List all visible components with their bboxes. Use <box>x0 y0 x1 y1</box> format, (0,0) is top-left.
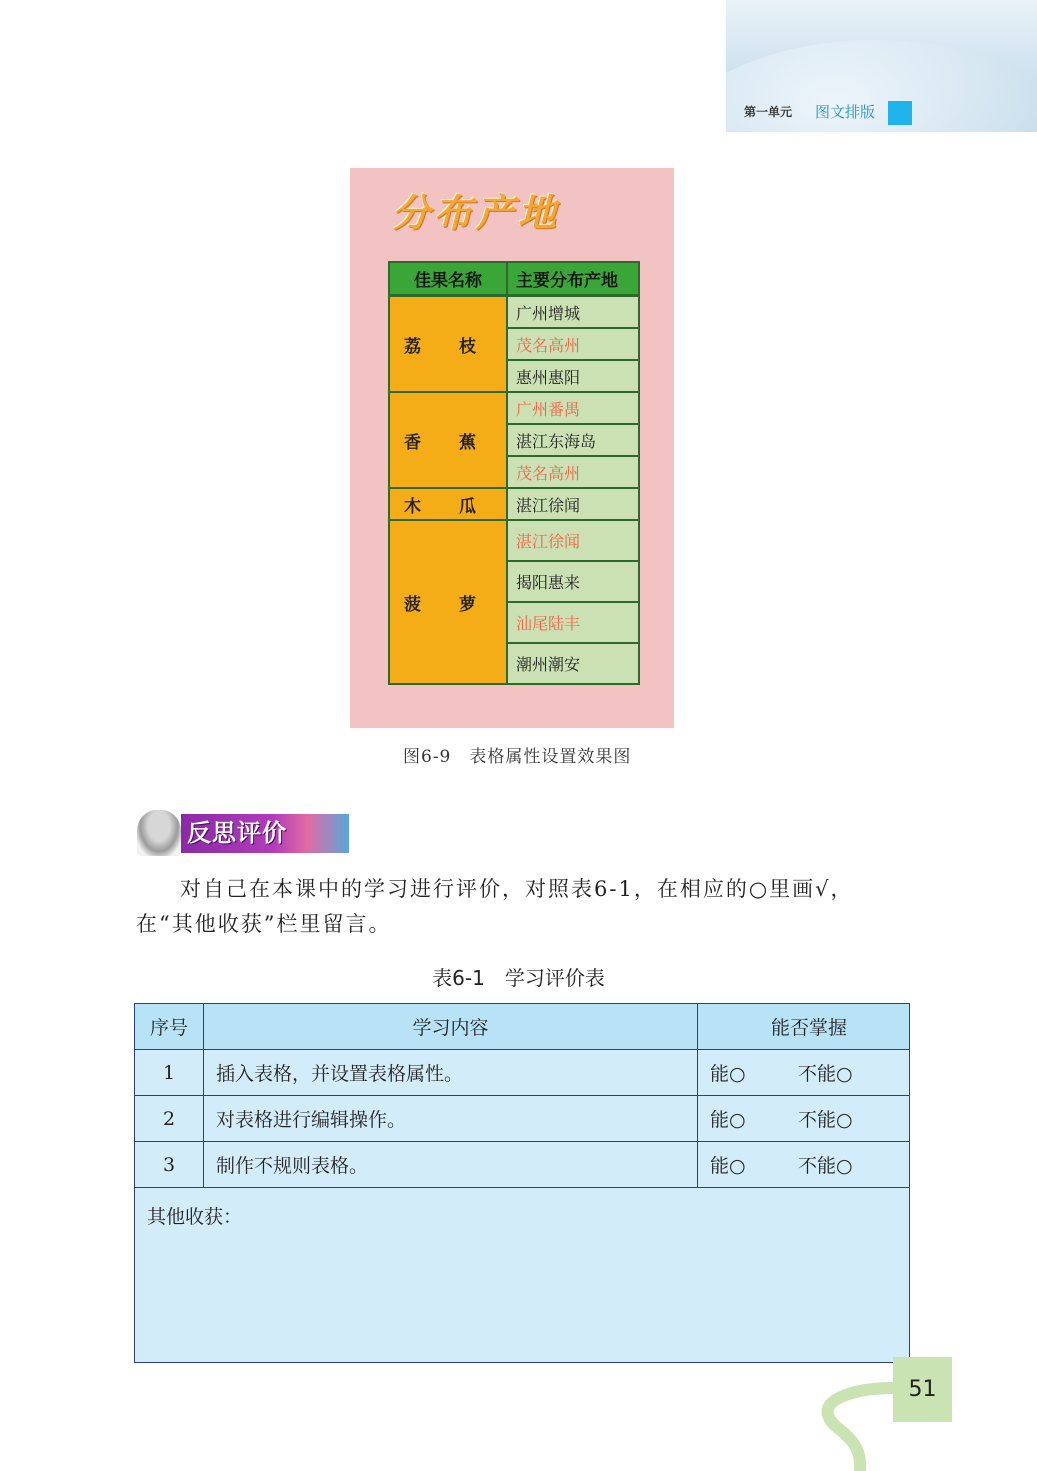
header-ability: 能否掌握 <box>698 1004 910 1050</box>
table-row <box>135 1050 910 1096</box>
place-cell: 湛江徐闻 <box>507 488 639 520</box>
table-row <box>135 1142 910 1188</box>
yes-option[interactable]: 能○ <box>710 1155 746 1177</box>
place-cell: 广州番禺 <box>507 392 639 424</box>
no-option[interactable]: 不能○ <box>798 1109 853 1131</box>
place-cell: 湛江东海岛 <box>507 424 639 456</box>
paragraph-line: 在“其他收获”栏里留言。 <box>136 912 392 936</box>
place-cell: 茂名高州 <box>507 328 639 360</box>
place-col-header: 主要分布产地 <box>507 262 639 296</box>
row-content: 对表格进行编辑操作。 <box>204 1096 698 1142</box>
fruit-name: 菠 萝 <box>389 520 507 684</box>
fruit-col-header: 佳果名称 <box>389 262 507 296</box>
fruit-name: 香 蕉 <box>389 392 507 488</box>
row-content: 插入表格，并设置表格属性。 <box>204 1050 698 1096</box>
fruit-table <box>388 261 640 685</box>
no-option[interactable]: 不能○ <box>798 1063 853 1085</box>
row-ability <box>698 1096 910 1142</box>
place-cell: 广州增城 <box>507 296 639 329</box>
place-cell: 潮州潮安 <box>507 643 639 684</box>
row-num: 2 <box>135 1096 204 1142</box>
row-content: 制作不规则表格。 <box>204 1142 698 1188</box>
other-gains-field[interactable]: 其他收获： <box>135 1188 910 1363</box>
row-ability <box>698 1142 910 1188</box>
unit-label: 第一单元 <box>744 105 793 119</box>
thinker-head-icon <box>137 810 181 856</box>
row-num: 1 <box>135 1050 204 1096</box>
figure-caption: 图6-9 表格属性设置效果图 <box>403 747 632 767</box>
instruction-paragraph <box>136 872 916 942</box>
section-badge: 反思评价 <box>181 814 349 853</box>
no-option[interactable]: 不能○ <box>798 1155 853 1177</box>
yes-option[interactable]: 能○ <box>710 1109 746 1131</box>
figure-title: 分布产地 <box>392 190 561 235</box>
table-title: 表6-1 学习评价表 <box>432 966 605 990</box>
place-cell: 汕尾陆丰 <box>507 602 639 643</box>
table-row <box>135 1096 910 1142</box>
place-cell: 揭阳惠来 <box>507 561 639 602</box>
evaluation-table <box>134 1003 910 1363</box>
fruit-name: 荔 枝 <box>389 296 507 393</box>
header-content: 学习内容 <box>204 1004 698 1050</box>
paragraph-line: 对自己在本课中的学习进行评价，对照表6-1，在相应的○里画√， <box>180 877 854 901</box>
place-cell: 湛江徐闻 <box>507 520 639 561</box>
row-num: 3 <box>135 1142 204 1188</box>
header-num: 序号 <box>135 1004 204 1050</box>
figure-image <box>350 168 674 728</box>
fruit-name: 木 瓜 <box>389 488 507 520</box>
section-marker-square <box>888 101 912 125</box>
yes-option[interactable]: 能○ <box>710 1063 746 1085</box>
page-number: 51 <box>893 1357 952 1422</box>
row-ability <box>698 1050 910 1096</box>
place-cell: 茂名高州 <box>507 456 639 488</box>
leaf-decoration-icon <box>818 1380 898 1471</box>
section-label: 图文排版 <box>815 103 876 121</box>
place-cell: 惠州惠阳 <box>507 360 639 392</box>
